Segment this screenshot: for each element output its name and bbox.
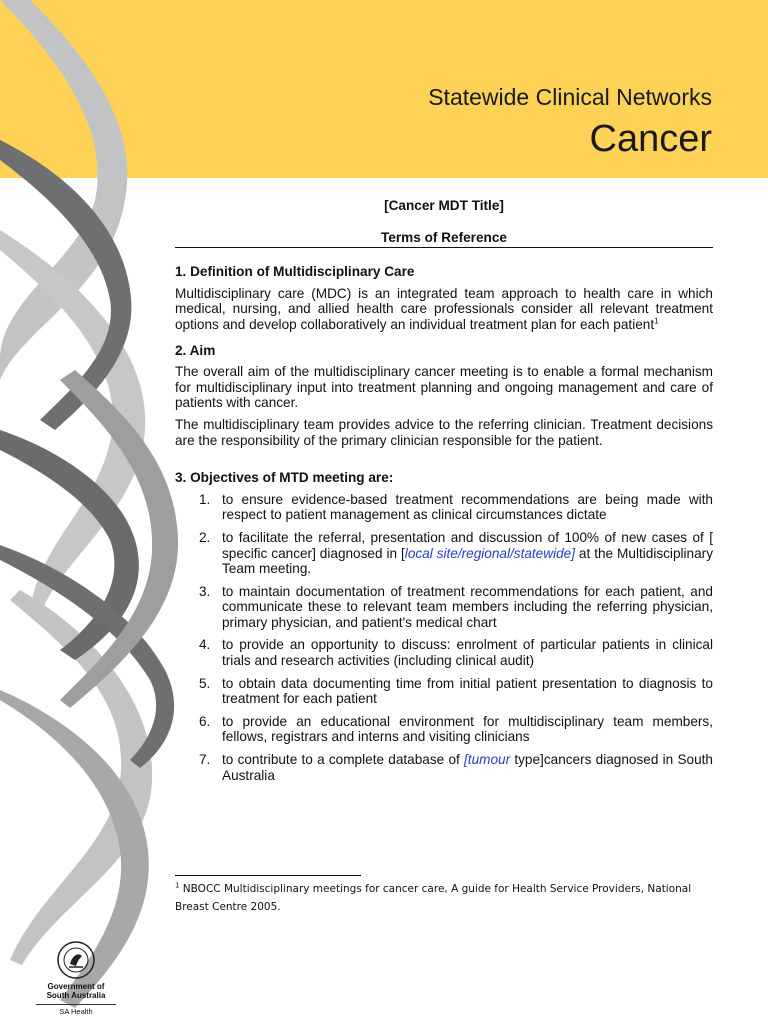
footnote-reference: 1 — [654, 316, 659, 326]
network-title: Statewide Clinical Networks — [428, 84, 712, 110]
list-item: 1. to ensure evidence-based treatment recommendations are being made with respect to patient management as clinical circumstances dictate — [199, 491, 713, 523]
footnote-divider — [175, 875, 361, 876]
footnote-mark: 1 — [175, 881, 180, 890]
section-paragraph: The multidisciplinary team provides advice to the referring clinician. Treatment decisions are the responsibility of the primary clinician responsible for the patient. — [175, 416, 713, 448]
section-paragraph: The overall aim of the multidisciplinary cancer meeting is to enable a formal mechanism for multidisciplinary input into treatment planning and ongoing management and care of patients with cancer. — [175, 364, 713, 411]
document-body — [175, 198, 713, 790]
government-name: Government of South Australia — [46, 982, 106, 1000]
cancer-title: Cancer — [589, 118, 712, 160]
list-item: 5. to obtain data documenting time from initial patient presentation to diagnosis to treatment for each patient — [199, 675, 713, 707]
document-subtitle: Terms of Reference — [175, 230, 713, 249]
list-item: 2. to facilitate the referral, presentation and discussion of 100% of new cases of [ specific cancer] diagnosed in [local site/regional/statewide] at the Multidisciplinary Team meeting. — [199, 529, 713, 577]
list-item: 7. to contribute to a complete database of [tumour type]cancers diagnosed in South Australia — [199, 752, 713, 783]
objectives-list — [175, 492, 713, 784]
footnote: $^1$ NBOCC Multidisciplinary meetings for cancer care, A guide for Health Service Providers, National Breast Centre 2005. — [175, 881, 692, 913]
list-item: 3. to maintain documentation of treatment recommendations for each patient, and communicate these to relevant team members including the referring physician, primary physician, and patient's medical chart — [199, 583, 713, 630]
department-name: SA Health — [36, 1004, 116, 1016]
list-item: 4. to provide an opportunity to discuss: enrolment of particular patients in clinical trials and research activities (including clinical audit) — [199, 637, 713, 669]
section-heading: 2. Aim — [175, 342, 216, 358]
list-item: 6. to provide an educational environment for multidisciplinary team members, fellows, registrars and interns and visiting clinicians — [199, 713, 713, 745]
section-aim — [175, 343, 713, 449]
section-definition — [175, 264, 713, 332]
section-paragraph: Multidisciplinary care (MDC) is an integrated team approach to health care in which medical, nursing, and allied health care professionals consider all relevant treatment options and develop collaboratively an individual treatment plan for each patient$^1$ — [175, 285, 713, 332]
document-title: [Cancer MDT Title] — [384, 198, 504, 213]
section-heading: 3. Objectives of MTD meeting are: — [175, 470, 394, 486]
state-seal-icon — [54, 940, 98, 980]
section-objectives — [175, 470, 713, 783]
placeholder-text: [tumour — [464, 752, 511, 768]
section-heading: 1. Definition of Multidisciplinary Care — [175, 264, 415, 280]
placeholder-text: local site/regional/statewide] — [404, 545, 575, 561]
government-logo — [36, 940, 116, 1016]
